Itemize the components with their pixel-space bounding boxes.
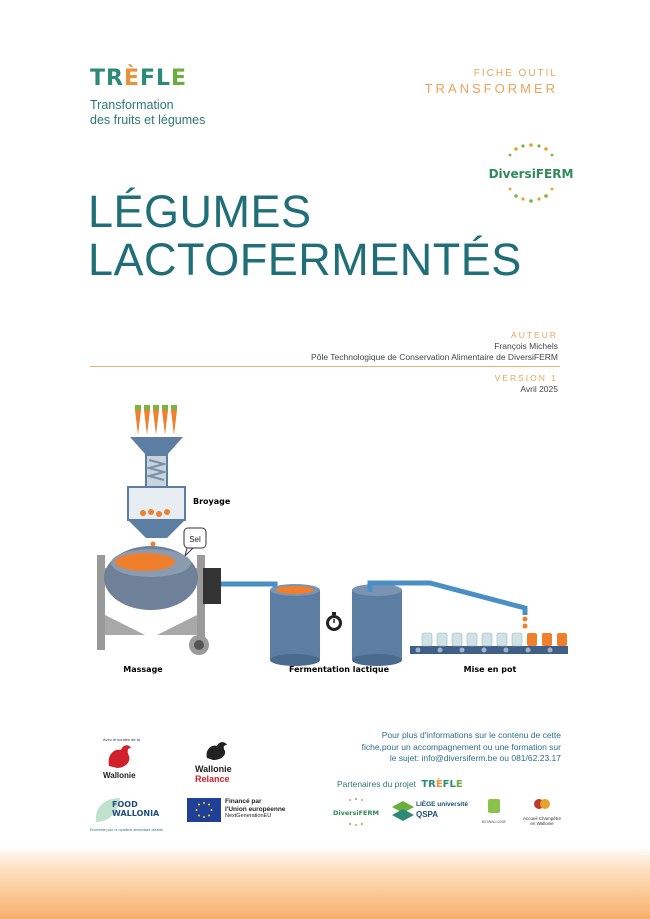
label-mise-en-pot: Mise en pot [463,665,517,674]
divider [90,366,560,367]
rooster-black-icon [203,740,229,760]
label-broyage: Broyage [193,497,231,506]
label-fermentation: Fermentation lactique [288,665,390,674]
carrots-top [135,405,177,435]
svg-text:Sel: Sel [189,535,201,544]
partner-biowallonie-logo: BIOWALLONIE [478,797,510,824]
logo-subtitle: Transformation des fruits et légumes [90,98,206,127]
version-block: VERSION 1 Avril 2025 [494,373,558,394]
bio-leaf-icon [486,797,502,815]
partner-liege-logo: LIÈGE université QSPA [392,801,482,825]
partners-label: Partenaires du projet TRÈFLE [337,779,463,790]
process-illustration [85,400,580,690]
eu-flag-icon [187,798,221,822]
qspa-icon [392,801,414,823]
wallonie-relance-logo: Wallonie Relance [195,740,245,784]
accueil-icon [533,797,551,811]
massage-machine [97,546,221,655]
fermentation-barrel-2 [352,584,402,666]
document-title: LÉGUMES LACTOFERMENTÉS [88,186,522,285]
svg-text:DiversiFERM: DiversiFERM [333,809,379,817]
trefle-mini-logo: TRÈFLE [421,779,463,790]
wallonie-logo: Avec le soutien de la Wallonie [103,737,140,780]
fiche-type: FICHE OUTIL TRANSFORMER [424,68,558,96]
label-massage: Massage [123,665,163,674]
conveyor [410,633,568,654]
bottom-gradient-band [0,846,650,919]
contact-info: Pour plus d'informations sur le contenu de cette fiche,pour un accompagnement ou une formation sur le sujet: info@diversiferm.be ou 081/62.23.17 [361,730,561,763]
author-block: AUTEUR François Michels Pôle Technologique de Conservation Alimentaire de DiversiFERM [311,330,558,362]
svg-text:DiversiFERM: DiversiFERM [488,167,574,181]
hopper [130,437,183,455]
rooster-icon [103,742,135,770]
trefle-logo: TRÈFLE [90,66,188,91]
eu-funding-logo: Financé par l'Union européenne NextGenerationEU [187,798,307,824]
partner-accueil-champetre-logo: Accueil Champêtre en Wallonie [518,797,566,826]
fermentation-barrel-1 [270,584,320,666]
partner-diversiferm-logo [333,796,379,830]
